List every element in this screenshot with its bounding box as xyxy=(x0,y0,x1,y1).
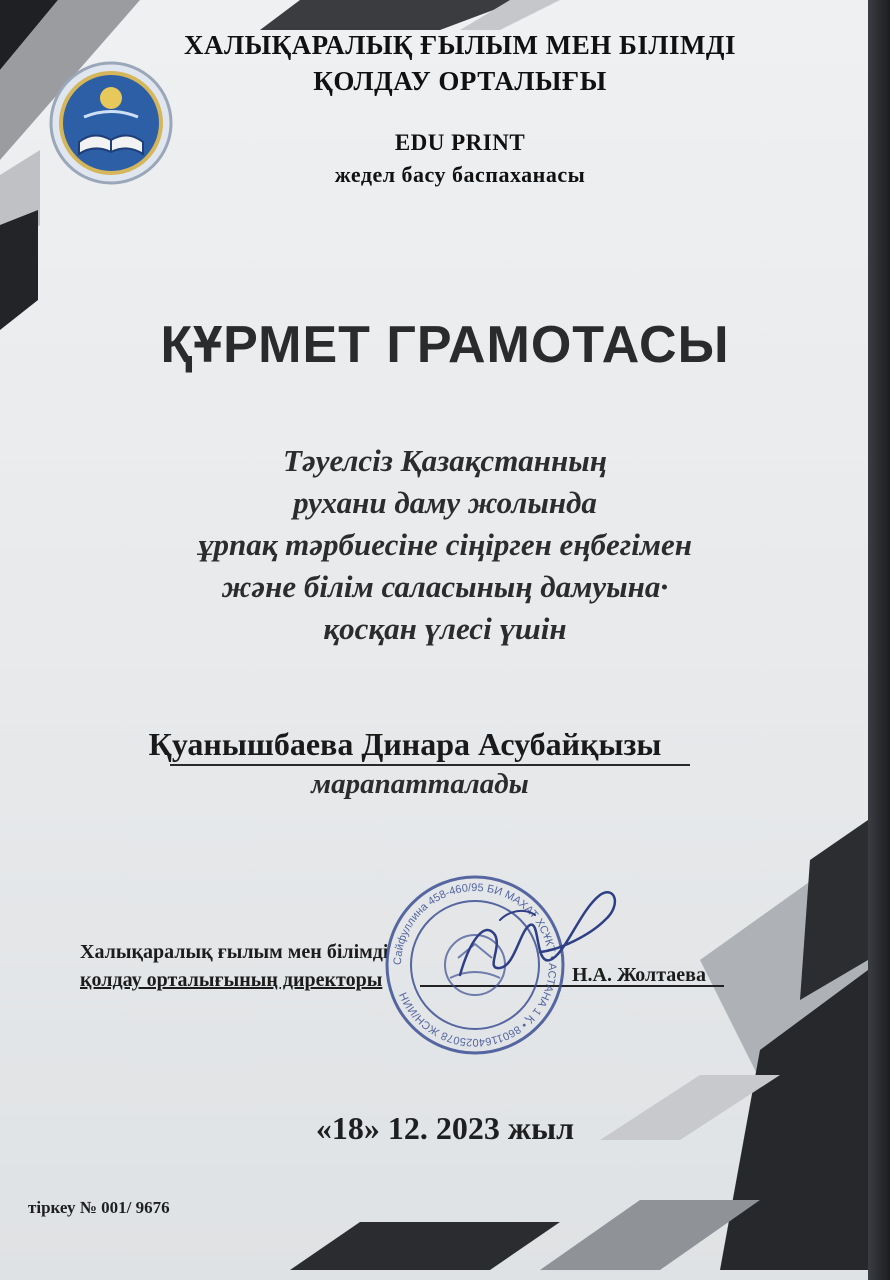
certificate-title: ҚҰРМЕТ ГРАМОТАСЫ xyxy=(160,316,730,374)
reason-line: қосқан үлесі үшін xyxy=(323,611,567,646)
awarded-label: марапатталады xyxy=(311,768,529,800)
brand-name: EDU PRINT xyxy=(394,130,526,155)
award-reason xyxy=(0,440,890,650)
reason-line: рухани даму жолында xyxy=(293,485,597,520)
reason-line: және білім саласының дамуына· xyxy=(221,569,669,604)
stripe-left-dark xyxy=(0,210,38,330)
signatory-title xyxy=(80,938,388,994)
signatory-name: Н.А. Жолтаева xyxy=(572,964,706,986)
recipient-name: Қуанышбаева Динара Асубайқызы xyxy=(148,726,662,762)
registration-number: тіркеу № 001/ 9676 xyxy=(28,1198,170,1217)
organization-name-line2: ҚОЛДАУ ОРТАЛЫҒЫ xyxy=(313,66,607,96)
stripe-bottom-dark xyxy=(290,1222,560,1270)
stamp-ring-text: Сайфуллина 458-460/95 БИ МАХАТ ХСҰКТ • АСТАНА 1 Қ • 8601164025078 ЖСН/ИИН xyxy=(391,881,559,1049)
brand-subtitle: жедел басу баспаханасы xyxy=(334,162,586,187)
recipient-underline xyxy=(170,764,690,766)
signatory-title-line1: Халықаралық ғылым мен білімді xyxy=(80,941,389,963)
reason-line: Тәуелсіз Қазақстанның xyxy=(283,443,607,478)
issue-date: «18» 12. 2023 жыл xyxy=(315,1110,575,1146)
organization-name-line1: ХАЛЫҚАРАЛЫҚ ҒЫЛЫМ МЕН БІЛІМДІ xyxy=(183,30,737,60)
reason-line: ұрпақ тәрбиесіне сіңірген еңбегімен xyxy=(197,527,693,562)
signatory-title-line2: қолдау орталығының директоры xyxy=(80,969,383,991)
